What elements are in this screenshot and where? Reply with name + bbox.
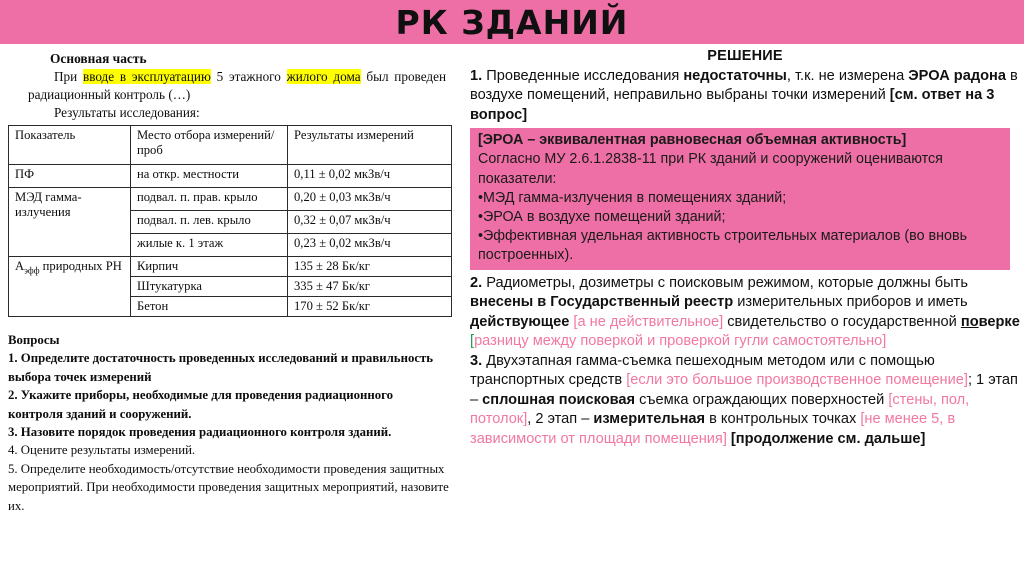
right-column [466,46,1024,574]
answer-1-b1: недостаточны [683,68,787,84]
cell-result: 0,23 ± 0,02 мкЗв/ч [288,233,452,256]
table-row [9,256,452,276]
aeff-base: А [15,258,25,273]
answer-2-b1: внесены в Государственный реестр [470,294,734,311]
answer-3-t2: ; 1 этап – [470,372,1018,408]
answer-2-t3: свидетельство о государственной [723,313,961,330]
slide-title-band [0,0,1024,44]
answer-3-note-2: [стены, пол, потолок] [470,391,970,428]
answer-3-text [470,352,1020,449]
answer-2-note-1: [а не действительное] [569,313,724,330]
answer-2-b3-underlined: по [960,313,979,330]
answer-3-t3: съемка ограждающих поверхностей [635,391,889,408]
cell-result: 0,32 ± 0,07 мкЗв/ч [288,210,452,233]
eroa-box-bullet-2: •ЭРОА в воздухе помещений зданий; [478,208,726,225]
aeff-tail: природных РН [39,258,122,273]
cell-place: Штукатурка [131,276,288,296]
question-item-5: 5. Определите необходимость/отсутствие необходимости проведения защитных мероприятий. При необходимости проведения защитных мероприятий, назовите их. [8,461,449,513]
cell-place: на откр. местности [131,164,288,187]
answer-2-t1: Радиометры, дозиметры с поисковым режимом, которые должны быть [482,274,968,291]
intro-paragraph [28,68,446,102]
eroa-box-bullet-1: •МЭД гамма-излучения в помещениях зданий; [478,189,787,206]
table-row [9,164,452,187]
eroa-box-line-1: [ЭРОА – эквивалентная равновесная объемная активность] [478,132,907,149]
answer-1-number: 1. [470,68,483,84]
aeff-subscript: эфф [24,265,40,276]
left-column [0,46,460,574]
answer-3-t5: в контрольных точках [705,411,861,428]
eroa-definition-box [470,128,1010,270]
cell-place: подвал. п. прав. крыло [131,187,288,210]
cell-result: 135 ± 28 Бк/кг [288,256,452,276]
cell-indicator: МЭД гамма-излучения [9,187,131,256]
answer-2-note-2: разницу между поверкой и проверкой гугли самостоятельно] [474,333,887,350]
answer-3 [466,352,1024,449]
question-item-2: 2. Укажите приборы, необходимые для проведения радиационного контроля зданий и сооружений. [8,388,393,421]
question-item-1: 1. Определите достаточность проведенных исследований и правильность выбора точек измерений [8,351,434,384]
questions-block [0,317,460,515]
results-table [8,125,452,317]
answer-2-b3: верке [978,313,1020,330]
answer-2-t2: измерительных приборов и иметь [733,294,968,311]
intro-part3: был проведен радиационный контроль (…) [28,69,446,102]
answer-1-t2: , т.к. не измерена [786,68,909,84]
col-header-result: Результаты измерений [288,125,452,164]
cell-indicator-aeff [9,256,131,316]
cell-result: 170 ± 52 Бк/кг [288,296,452,316]
answer-1 [466,67,1024,125]
answer-3-number: 3. [470,352,483,369]
intro-highlight-2: жилого дома [286,69,361,85]
answer-3-t1: Двухэтапная гамма-съемка пешеходным методом или с помощью транспортных средств [470,352,935,389]
solution-heading: РЕШЕНИЕ [707,48,783,64]
question-item-4: 4. Оцените результаты измерений. [8,443,196,458]
intro-highlight-1: вводе в эксплуатацию [82,69,211,85]
answer-3-continuation: [продолжение см. дальше] [726,430,926,447]
answer-2 [466,274,1024,352]
answer-1-b2: ЭРОА радона [908,68,1006,84]
intro-block [0,46,460,121]
answer-1-text [470,67,1020,125]
table-header-row [9,125,452,164]
question-item-3: 3. Назовите порядок проведения радиационного контроля зданий. [8,425,392,439]
cell-place: Кирпич [131,256,288,276]
cell-place: подвал. п. лев. крыло [131,210,288,233]
answer-2-b2: действующее [470,313,570,330]
intro-part1: При [54,69,83,85]
results-table-wrapper [0,121,460,317]
answer-3-b2: измерительная [593,411,706,428]
answer-3-b1: сплошная поисковая [482,391,636,408]
eroa-box-bullet-3: •Эффективная удельная активность строительных материалов (во вновь построенных). [478,227,968,263]
cell-result: 0,11 ± 0,02 мкЗв/ч [288,164,452,187]
answer-1-t3: в воздухе помещений, неправильно выбраны точки измерений [470,68,1018,104]
answer-1-t1: Проведенные исследования [482,68,684,84]
questions-heading: Вопросы [8,332,60,347]
results-lead: Результаты исследования: [54,104,200,120]
cell-place: жилые к. 1 этаж [131,233,288,256]
intro-part2: 5 этажного [210,69,287,85]
col-header-indicator: Показатель [9,125,131,164]
answer-3-note-3: [не менее 5, в зависимости от площади помещения] [470,411,956,447]
section-heading: Основная часть [50,51,147,66]
answer-2-text [470,274,1020,352]
page-title: РК ЗДАНИЙ [395,2,629,42]
answer-3-note-1: [если это большое производственное помещение] [626,372,968,389]
answer-1-b3: [см. ответ на 3 вопрос] [470,87,995,123]
answer-2-green-bracket: [ [470,333,475,350]
eroa-box-line-2: Согласно МУ 2.6.1.2838-11 при РК зданий и сооружений оцениваются показатели: [478,151,943,187]
col-header-place: Место отбора измерений/проб [131,125,288,164]
answer-3-t4: , 2 этап – [527,411,594,428]
cell-result: 0,20 ± 0,03 мкЗв/ч [288,187,452,210]
answer-2-number: 2. [470,274,483,291]
cell-indicator: ПФ [9,164,131,187]
cell-place: Бетон [131,296,288,316]
cell-result: 335 ± 47 Бк/кг [288,276,452,296]
table-row [9,187,452,210]
